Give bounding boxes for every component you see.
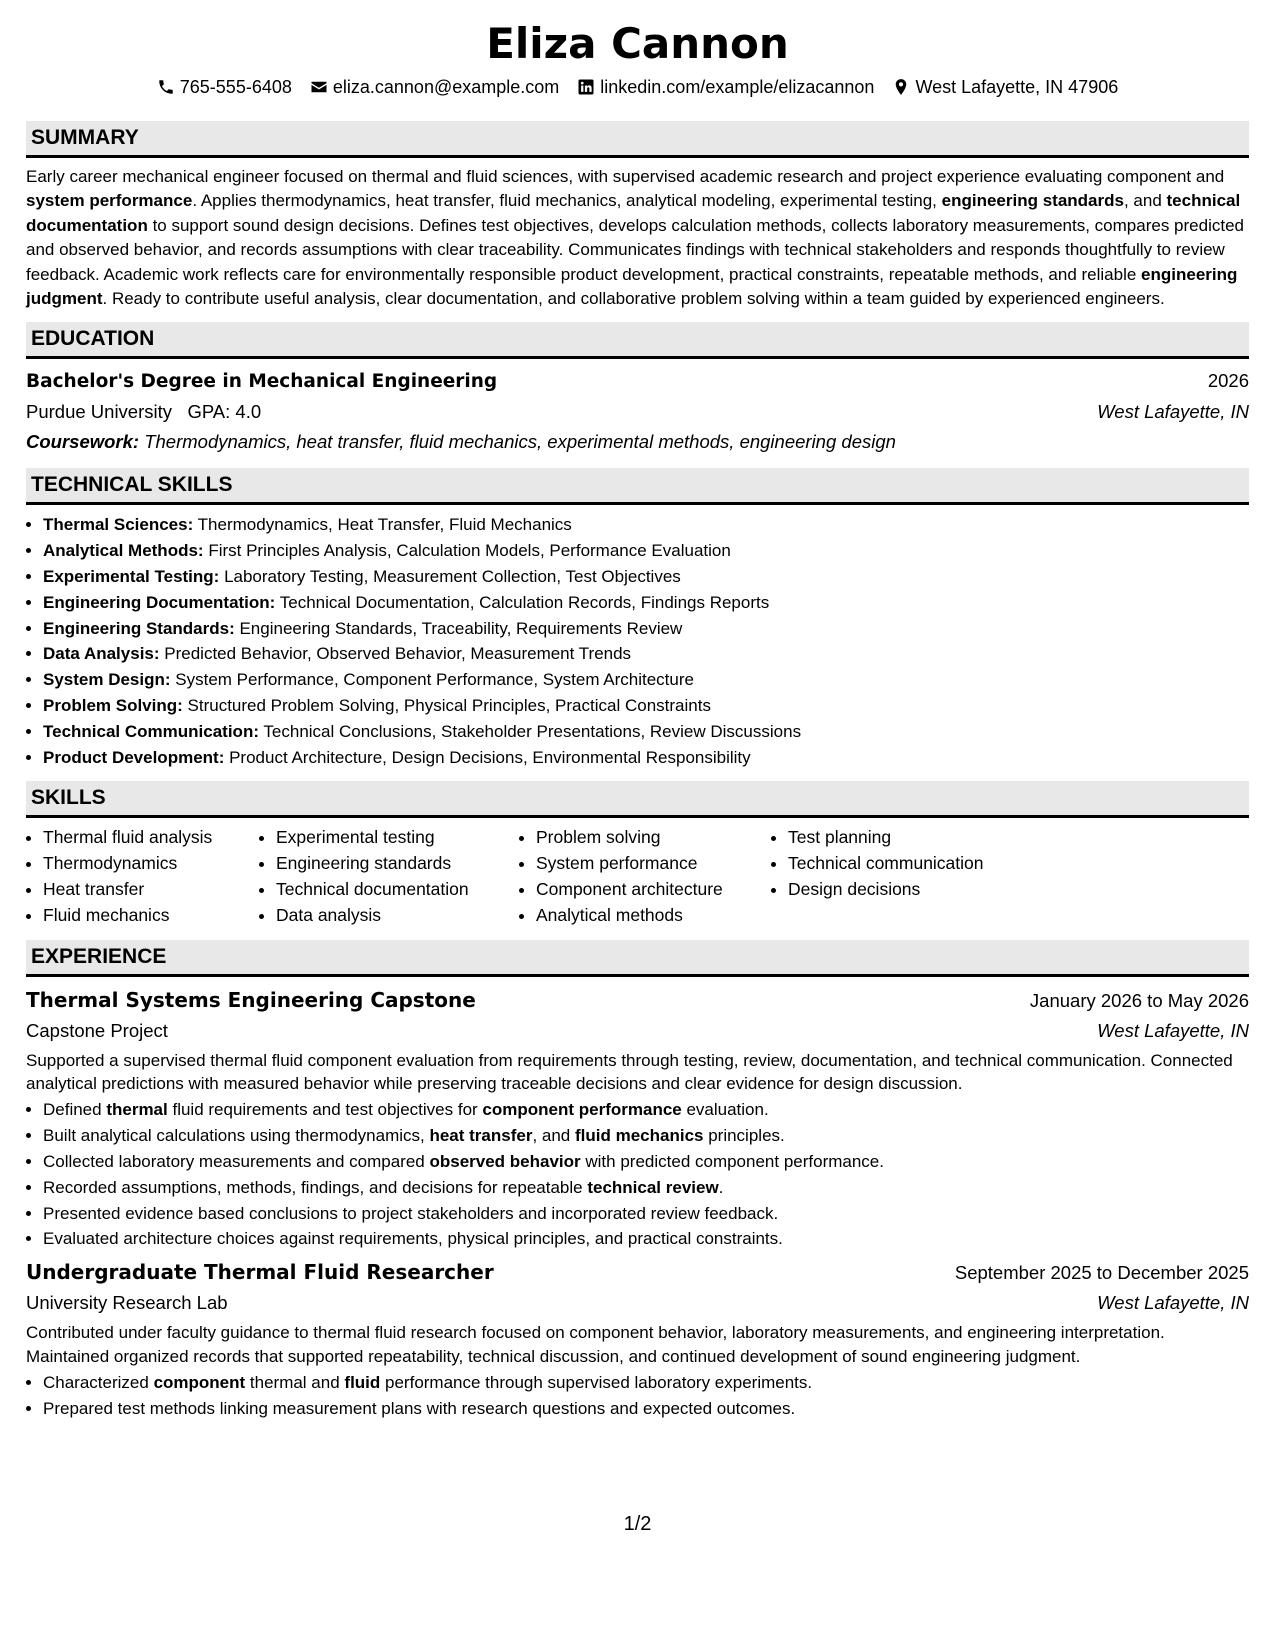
job-bullet-text: Collected laboratory measurements and compared	[43, 1152, 430, 1171]
resume-page	[26, 18, 1249, 1426]
technical-skill-value: Thermodynamics, Heat Transfer, Fluid Mechanics	[193, 515, 572, 535]
technical-skill-label: Thermal Sciences:	[43, 515, 194, 535]
school-location: West Lafayette, IN	[1097, 401, 1249, 423]
job-bullet	[43, 1226, 1249, 1252]
phone-text[interactable]: 765-555-6408	[179, 77, 292, 97]
coursework-label: Coursework:	[26, 431, 140, 453]
technical-skill-item	[43, 512, 1249, 538]
technical-skill-item	[43, 616, 1249, 642]
job-bullet	[43, 1201, 1249, 1227]
job-bullet	[43, 1175, 1249, 1201]
candidate-name: Eliza Cannon	[486, 19, 789, 68]
job-bullet-text: performance through supervised laboratory experiments.	[380, 1373, 813, 1392]
skills-grid	[26, 825, 1249, 928]
technical-skill-label: Engineering Standards:	[43, 618, 235, 638]
technical-skill-item	[43, 564, 1249, 590]
technical-skill-value: Predicted Behavior, Observed Behavior, Measurement Trends	[159, 644, 632, 664]
experience-section	[26, 940, 1249, 1422]
job-bullet	[43, 1097, 1249, 1123]
technical-skill-value: Engineering Standards, Traceability, Requirements Review	[234, 618, 683, 638]
job-description: Supported a supervised thermal fluid component evaluation from requirements through testing, review, documentation, and technical communication. Connected analytical predictions with measured behavior while preserving traceable decisions and clear evidence for design discussion.	[26, 1050, 1233, 1093]
technical-skill-label: Experimental Testing:	[43, 567, 220, 587]
degree-title: Bachelor's Degree in Mechanical Engineering	[26, 371, 498, 393]
technical-skill-label: Technical Communication:	[43, 721, 259, 741]
linkedin-link[interactable]: linkedin.com/example/elizacannon	[600, 77, 875, 97]
graduation-year: 2026	[1207, 370, 1249, 392]
job-bullet-text: Defined	[43, 1100, 107, 1120]
page-number: 1/2	[623, 1513, 652, 1535]
technical-skill-label: System Design:	[43, 670, 171, 690]
experience-header-row	[26, 984, 1249, 1016]
contact-bar	[26, 74, 1249, 100]
job-bullet-text: Evaluated architecture choices against requirements, physical principles, and practical constraints.	[43, 1229, 783, 1249]
technical-skill-item	[43, 641, 1249, 667]
job-bullet-bold-text: component performance	[482, 1100, 682, 1120]
technical-skills-list	[26, 512, 1249, 770]
section-title-experience: EXPERIENCE	[26, 940, 1249, 977]
technical-skill-value: System Performance, Component Performance, System Architecture	[170, 670, 694, 690]
technical-skill-item	[43, 667, 1249, 693]
summary-text: . Applies thermodynamics, heat transfer, fluid mechanics, analytical modeling, experimental testing,	[192, 191, 942, 211]
summary-text: to support sound design decisions. Defines test objectives, develops calculation methods, collects laboratory measurements, compares predicted and observed behavior, and records assumptions with clear traceability. Communicates findings with technical stakeholders and responds thoughtfully to review feedback. Academic work reflects care for environmentally responsible product development, practical constraints, repeatable methods, and reliable	[26, 215, 1244, 284]
job-bullet-text: Prepared test methods linking measurement plans with research questions and expected outcomes.	[43, 1398, 796, 1418]
gpa: GPA: 4.0	[187, 401, 262, 423]
coursework	[26, 427, 1249, 457]
job-bullet-text: Characterized	[43, 1373, 154, 1392]
technical-skill-item	[43, 719, 1249, 745]
contact-email	[310, 74, 559, 100]
school-name: Purdue University	[26, 401, 173, 423]
job-bullet-bold-text: observed behavior	[429, 1152, 581, 1171]
skill-item: • Technical documentation	[276, 877, 519, 903]
job-bullet-bold-text: technical review	[587, 1177, 719, 1197]
technical-skill-label: Data Analysis:	[43, 644, 160, 664]
skill-item: • Technical communication	[788, 851, 1048, 877]
location-text: West Lafayette, IN 47906	[915, 77, 1119, 97]
section-title-summary: SUMMARY	[26, 121, 1249, 158]
job-bullet-text: .	[718, 1177, 724, 1197]
education-section	[26, 322, 1249, 457]
experience-org-row	[26, 1288, 1249, 1318]
job-bullet	[43, 1396, 1249, 1422]
skills-column	[519, 825, 771, 928]
skill-item: • Heat transfer	[43, 877, 259, 903]
job-location: West Lafayette, IN	[1097, 1292, 1249, 1314]
phone-icon	[157, 78, 175, 96]
summary-section	[26, 121, 1249, 311]
job-bullet-text: with predicted component performance.	[580, 1152, 884, 1171]
summary-text: . Ready to contribute useful analysis, clear documentation, and collaborative problem solving within a team guided by experienced engineers.	[102, 289, 1165, 309]
job-bullet-bold-text: fluid	[344, 1373, 381, 1392]
skills-section	[26, 781, 1249, 928]
job-bullet-text: Presented evidence based conclusions to project stakeholders and incorporated review feedback.	[43, 1203, 779, 1223]
job-title: Undergraduate Thermal Fluid Researcher	[26, 1260, 494, 1285]
contact-linkedin	[577, 74, 874, 100]
technical-skill-label: Problem Solving:	[43, 696, 183, 716]
technical-skill-value: Technical Documentation, Calculation Records, Findings Reports	[275, 592, 770, 612]
skill-item: • System performance	[536, 851, 771, 877]
coursework-list: Thermodynamics, heat transfer, fluid mechanics, experimental methods, engineering design	[139, 431, 896, 453]
envelope-icon	[310, 78, 328, 96]
skill-item: • Data analysis	[276, 903, 519, 929]
skills-column	[26, 825, 259, 928]
skill-item: • Fluid mechanics	[43, 903, 259, 929]
skill-item: • Component architecture	[536, 877, 771, 903]
summary-bold-text: engineering judgment	[26, 264, 1238, 309]
experience-org-row	[26, 1016, 1249, 1046]
experience-header-row	[26, 1256, 1249, 1288]
job-bullet-text: thermal and	[245, 1373, 345, 1392]
skill-item: • Problem solving	[536, 825, 771, 851]
section-title-education: EDUCATION	[26, 322, 1249, 359]
technical-skill-value: Product Architecture, Design Decisions, Environmental Responsibility	[224, 747, 751, 767]
skills-column	[259, 825, 519, 928]
job-bullet-list	[26, 1097, 1249, 1252]
section-title-technical-skills: TECHNICAL SKILLS	[26, 468, 1249, 505]
skill-item: • Design decisions	[788, 877, 1048, 903]
job-bullet-bold-text: thermal	[106, 1100, 168, 1120]
job-dates: January 2026 to May 2026	[1029, 989, 1249, 1011]
job-organization: University Research Lab	[26, 1292, 228, 1314]
map-marker-icon	[892, 78, 910, 96]
job-description: Contributed under faculty guidance to thermal fluid research focused on component behavior, laboratory measurements, and engineering interpretation. Maintained organized records that supported repeatability, technical discussion, and continued development of sound engineering judgment.	[26, 1323, 1165, 1366]
job-bullet-text: principles.	[703, 1126, 785, 1146]
job-organization: Capstone Project	[26, 1019, 168, 1041]
technical-skill-value: Technical Conclusions, Stakeholder Presentations, Review Discussions	[259, 721, 802, 741]
job-bullet	[43, 1123, 1249, 1149]
technical-skill-item	[43, 590, 1249, 616]
technical-skill-value: Laboratory Testing, Measurement Collection, Test Objectives	[219, 567, 681, 587]
section-title-skills: SKILLS	[26, 781, 1249, 818]
job-bullet-text: fluid requirements and test objectives for	[167, 1100, 483, 1120]
job-dates: September 2025 to December 2025	[954, 1262, 1249, 1284]
education-row-1	[26, 366, 1249, 397]
job-bullet-text: Built analytical calculations using thermodynamics,	[43, 1126, 430, 1146]
job-bullet	[43, 1370, 1249, 1396]
technical-skill-value: First Principles Analysis, Calculation Models, Performance Evaluation	[203, 541, 731, 561]
technical-skill-item	[43, 745, 1249, 771]
job-bullet-text: Recorded assumptions, methods, findings, and decisions for repeatable	[43, 1177, 588, 1197]
technical-skill-label: Product Development:	[43, 747, 225, 767]
job-bullet-list	[26, 1370, 1249, 1422]
technical-skill-value: Structured Problem Solving, Physical Principles, Practical Constraints	[182, 696, 711, 716]
job-title: Thermal Systems Engineering Capstone	[26, 987, 476, 1012]
technical-skill-label: Analytical Methods:	[43, 541, 204, 561]
experience-entry	[26, 984, 1249, 1253]
experience-list	[26, 984, 1249, 1422]
job-location: West Lafayette, IN	[1097, 1019, 1249, 1041]
summary-paragraph	[26, 165, 1249, 311]
job-bullet-bold-text: heat transfer	[429, 1126, 533, 1146]
summary-text: , and	[1123, 191, 1167, 211]
skill-item: • Thermal fluid analysis	[43, 825, 259, 851]
job-bullet-bold-text: fluid mechanics	[575, 1126, 704, 1146]
skill-item: • Thermodynamics	[43, 851, 259, 877]
technical-skill-item	[43, 693, 1249, 719]
contact-phone	[157, 74, 292, 100]
summary-bold-text: technical documentation	[26, 191, 1241, 235]
technical-skills-section	[26, 468, 1249, 770]
technical-skill-item	[43, 538, 1249, 564]
education-row-2	[26, 397, 1249, 427]
job-bullet-text: , and	[532, 1126, 575, 1146]
skill-item: • Experimental testing	[276, 825, 519, 851]
linkedin-icon	[577, 78, 595, 96]
email-link[interactable]: eliza.cannon@example.com	[332, 77, 560, 97]
summary-text: Early career mechanical engineer focused on thermal and fluid sciences, with supervised academic research and project experience evaluating component and	[26, 167, 1225, 186]
skill-item: • Test planning	[788, 825, 1048, 851]
school-line	[26, 397, 261, 427]
job-bullet-bold-text: component	[153, 1373, 246, 1392]
experience-entry	[26, 1256, 1249, 1421]
technical-skill-label: Engineering Documentation:	[43, 592, 276, 612]
summary-bold-text: system performance	[26, 191, 193, 211]
summary-bold-text: engineering standards	[941, 191, 1124, 211]
skill-item: • Engineering standards	[276, 851, 519, 877]
skills-column	[771, 825, 1048, 928]
job-bullet-text: evaluation.	[681, 1100, 769, 1120]
contact-location	[892, 74, 1118, 100]
job-bullet	[43, 1149, 1249, 1175]
skill-item: • Analytical methods	[536, 903, 771, 929]
